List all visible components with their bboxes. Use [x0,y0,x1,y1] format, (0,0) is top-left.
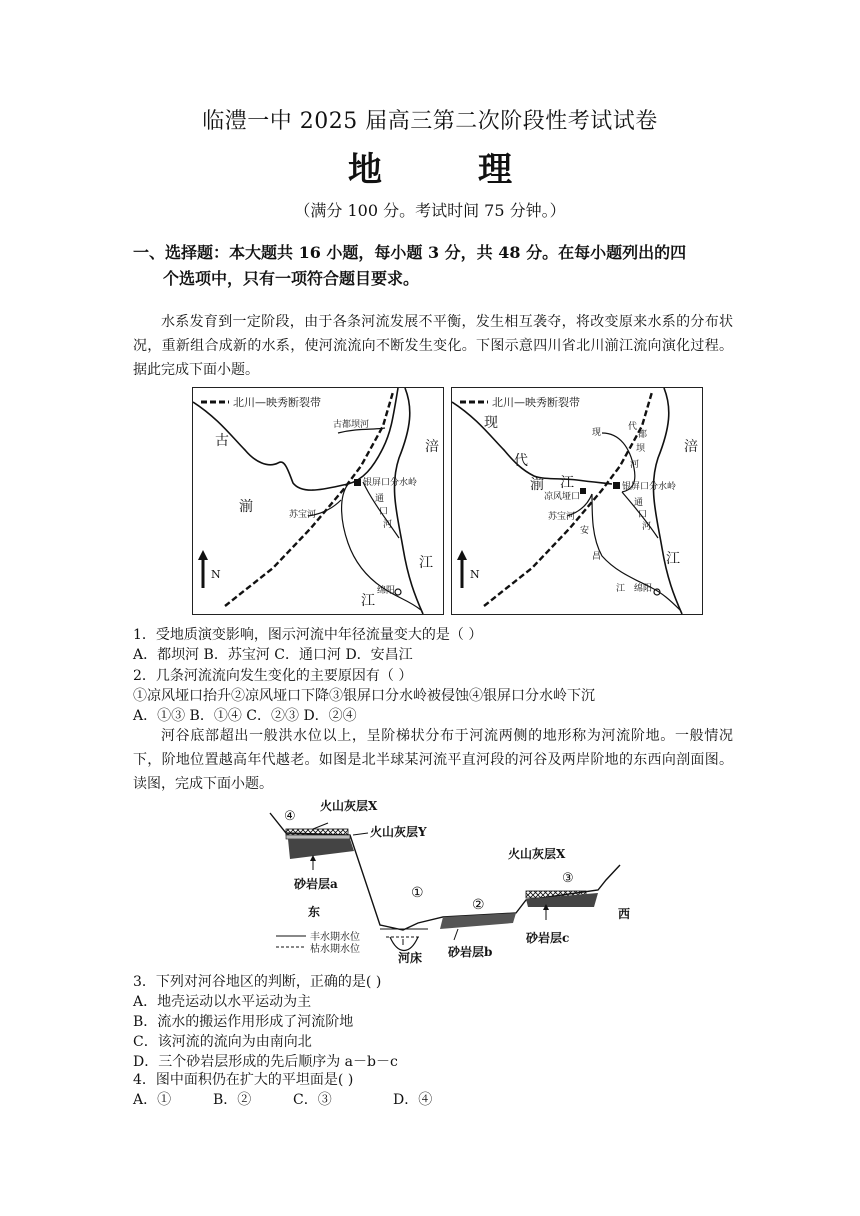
label-terrace-3: ③ [562,871,574,886]
exam-title: 临澧一中 2025 届高三第二次阶段性考试试卷 [202,109,658,134]
q4-option-c: C．③ [293,1092,332,1108]
section-line-2: 个选项中，只有一项符合题目要求。 [163,269,420,288]
label-jian: 湔 [530,477,544,493]
label-riverbed: 河床 [398,951,423,965]
q2-items: ①凉风垭口抬升②凉风垭口下降③银屏口分水岭被侵蚀④银屏口分水岭下沉 [133,688,595,704]
label-tong-2: 口 [379,507,389,517]
fault-legend: 北川—映秀断裂带 [233,396,321,409]
q3-option-b: B．流水的搬运作用形成了河流阶地 [133,1014,354,1030]
label-gu: 古 [215,433,229,449]
q3-option-d: D．三个砂岩层形成的先后顺序为 a－b－c [133,1054,398,1070]
label-sandstone-b: 砂岩层b [448,945,493,959]
subject-char-2: 理 [478,150,512,190]
label-divide: 银屏口分水岭 [622,482,677,492]
question-4 [133,1070,743,1110]
subject-title [0,142,860,191]
label-jiang-2: 江 [361,593,375,609]
label-gudu-river: 古都坝河 [333,420,370,430]
label-ash-y: 火山灰层Y [370,825,427,839]
label-divide: 银屏口分水岭 [363,478,418,488]
label-terrace-4: ④ [284,809,296,824]
north-label: N [470,568,480,581]
q3-stem: 3．下列对河谷地区的判断，正确的是( ) [133,974,382,990]
label-duba-1: 现 [592,428,602,438]
question-3 [133,972,743,1072]
label-jiang: 江 [560,475,574,491]
q4-stem: 4．图中面积仍在扩大的平坦面是( ) [133,1072,354,1088]
label-duba-3: 代 [628,422,638,432]
label-jian: 湔 [239,499,253,515]
label-ash-x-left: 火山灰层X [320,799,378,813]
map-modern-drainage [451,387,703,615]
q3-option-a: A．地壳运动以水平运动为主 [133,994,312,1010]
score-note: （满分 100 分。考试时间 75 分钟。） [294,201,566,220]
q4-option-a: A．① [133,1092,172,1108]
label-sandstone-a: 砂岩层a [294,877,338,891]
passage-2: 河谷底部超出一般洪水位以上，呈阶梯状分布于河流两侧的地形称为河流阶地。一般情况下，阶地位置越高年代越老。如图是北半球某河流平直河段的河谷及两岸阶地的东西向剖面图。读图，完成下面小题。 [133,728,733,792]
label-jiang-1: 江 [419,555,433,571]
section-heading [133,240,733,292]
label-terrace-2: ② [472,897,485,913]
label-subao: 苏宝河 [548,512,576,522]
label-tong-2: 口 [638,510,648,520]
label-an: 安 [580,526,590,536]
map-ancient-drainage [192,387,444,615]
q2-options: A．①③ B．①④ C．②③ D．②④ [133,708,357,724]
label-xian: 现 [484,415,498,431]
legend-wet-season: 丰水期水位 [310,932,360,943]
label-duba-4: 坝 [636,444,646,454]
legend-dry-season: 枯水期水位 [310,944,360,955]
label-tong-3: 河 [642,522,652,532]
label-sandstone-c: 砂岩层c [526,931,570,945]
q1-options: A．都坝河 B．苏宝河 C．通口河 D．安昌江 [133,647,413,663]
label-fu: 涪 [425,439,439,455]
label-liangfeng: 凉风垭口 [544,492,581,502]
question-2 [133,666,743,726]
q4-option-d: D．④ [393,1092,433,1108]
passage-1: 水系发育到一定阶段，由于各条河流发展不平衡，发生相互袭夺，将改变原来水系的分布状况，重新组合成新的水系，使河流流向不断发生变化。下图示意四川省北川湔江流向演化过程。据此完成下面小题。 [133,314,733,378]
label-dai: 代 [514,453,528,469]
label-duba-2: 都 [638,430,648,440]
q3-option-c: C．该河流的流向为由南向北 [133,1034,312,1050]
q4-option-b: B．② [213,1092,252,1108]
label-fu: 涪 [684,439,698,455]
section-line-1: 一、选择题：本大题共 16 小题，每小题 3 分，共 48 分。在每小题列出的四 [133,243,687,262]
q2-stem: 2．几条河流流向发生变化的主要原因有（ ） [133,668,413,684]
label-tong-1: 通 [634,498,644,508]
label-mianyang: 绵阳 [634,584,653,594]
label-subao: 苏宝河 [289,510,317,520]
subject-char-1: 地 [348,150,382,190]
terrace-profile-diagram [268,795,638,970]
label-chang: 昌 [592,552,602,562]
label-tong-3: 河 [383,520,393,530]
q4-options [133,1090,743,1110]
north-label: N [211,568,221,581]
label-duba-5: 河 [630,460,640,470]
label-east: 东 [308,905,321,919]
label-anchang-jiang: 江 [616,584,626,594]
question-1 [133,625,743,665]
label-fu-jiang: 江 [666,551,680,567]
label-west: 西 [618,907,631,921]
label-mianyang: 绵阳 [377,586,396,596]
label-terrace-1: ① [411,885,424,901]
label-tong-1: 通 [375,494,385,504]
label-ash-x-right: 火山灰层X [508,847,566,861]
fault-legend: 北川—映秀断裂带 [492,396,580,409]
q1-stem: 1．受地质演变影响，图示河流中年径流量变大的是（ ） [133,627,483,643]
